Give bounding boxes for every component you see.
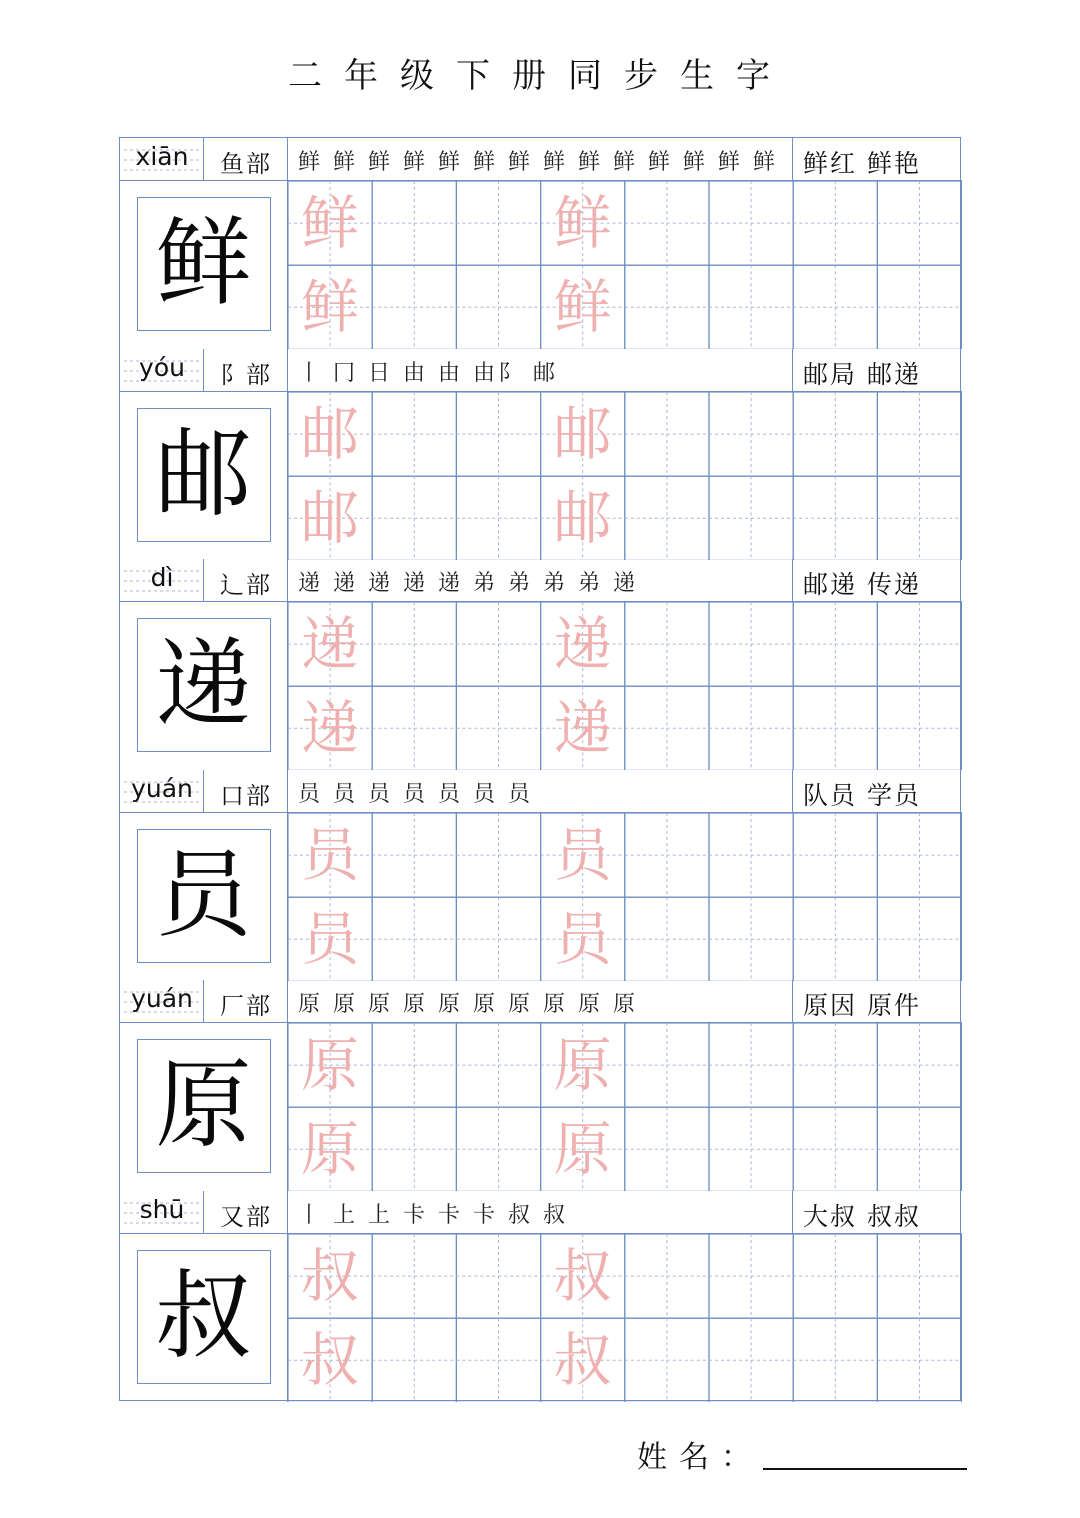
practice-cell[interactable]: [456, 602, 540, 686]
practice-cell[interactable]: [793, 265, 877, 349]
model-character: 员: [155, 838, 252, 951]
practice-cell[interactable]: [709, 181, 793, 265]
trace-character: 邮: [553, 399, 612, 468]
practice-row: [120, 181, 962, 349]
practice-cell[interactable]: [877, 181, 961, 265]
trace-character: 递: [300, 694, 359, 763]
example-words-cell: [793, 138, 962, 181]
example-words-text: 原因 原件: [803, 991, 921, 1020]
practice-grid: [288, 602, 962, 770]
example-words-text: 邮局 邮递: [803, 359, 921, 389]
name-blank[interactable]: [763, 1468, 967, 1470]
stroke-order-text: 丨 冂 日 由 由 由阝 邮: [298, 360, 558, 386]
practice-cell[interactable]: [709, 265, 793, 349]
model-character: 邮: [155, 417, 252, 530]
character-header-row: [120, 770, 962, 813]
practice-cell[interactable]: [877, 897, 961, 981]
practice-cell[interactable]: [456, 813, 540, 897]
practice-cell[interactable]: [372, 265, 456, 349]
pinyin-text: dì: [150, 563, 174, 592]
practice-cell[interactable]: [877, 265, 961, 349]
trace-character: 员: [553, 904, 612, 973]
pinyin-cell: [120, 770, 204, 813]
trace-character: 叔: [553, 1241, 612, 1310]
trace-character: 邮: [300, 399, 359, 468]
practice-cell[interactable]: [877, 1107, 961, 1191]
pinyin-text: yuán: [131, 984, 193, 1013]
practice-cell[interactable]: [372, 392, 456, 476]
practice-cell[interactable]: [877, 476, 961, 560]
model-character-box: [137, 408, 271, 542]
practice-cell[interactable]: [793, 1318, 877, 1402]
trace-character: 员: [553, 820, 612, 889]
example-words-text: 大叔 叔叔: [803, 1201, 921, 1231]
example-words-cell: [793, 349, 962, 392]
example-words-cell: [793, 559, 962, 602]
practice-cell[interactable]: [625, 392, 709, 476]
practice-row: [120, 392, 962, 560]
practice-cell[interactable]: [793, 1234, 877, 1318]
example-words-cell: [793, 980, 962, 1023]
stroke-order-cell: [288, 770, 793, 813]
character-block: [120, 559, 962, 770]
practice-cell[interactable]: [625, 602, 709, 686]
trace-character: 原: [553, 1115, 612, 1184]
model-character: 叔: [155, 1259, 252, 1372]
practice-cell[interactable]: [625, 813, 709, 897]
radical-cell: [204, 980, 288, 1023]
pinyin-cell: [120, 980, 204, 1023]
model-character-box: [137, 1039, 271, 1173]
radical-text: 又部: [220, 1202, 272, 1231]
model-character-box: [137, 1250, 271, 1384]
trace-character: 员: [300, 820, 359, 889]
practice-cell[interactable]: [709, 392, 793, 476]
radical-cell: [204, 770, 288, 813]
model-character-area: [120, 813, 288, 981]
model-character-area: [120, 1023, 288, 1191]
character-block: [120, 138, 962, 349]
stroke-order-text: 递 递 递 递 递 弟 弟 弟 弟 递: [298, 571, 638, 596]
practice-cell[interactable]: [877, 602, 961, 686]
trace-character: 递: [553, 610, 612, 678]
practice-cell[interactable]: [456, 1107, 540, 1191]
example-words-cell: [793, 770, 962, 813]
practice-cell[interactable]: [793, 813, 877, 897]
trace-character: 原: [300, 1115, 359, 1184]
trace-character: 邮: [553, 483, 612, 552]
practice-cell[interactable]: [456, 476, 540, 560]
model-character-area: [120, 602, 288, 770]
practice-cell[interactable]: [625, 476, 709, 560]
model-character-area: [120, 1234, 288, 1402]
radical-text: 阝部: [220, 360, 272, 389]
practice-row: [120, 813, 962, 981]
practice-cell[interactable]: [372, 476, 456, 560]
practice-cell[interactable]: [793, 686, 877, 770]
practice-grid: [288, 1234, 962, 1402]
example-words-text: 鲜红 鲜艳: [803, 149, 921, 178]
practice-cell[interactable]: [456, 1023, 540, 1107]
practice-cell[interactable]: [456, 392, 540, 476]
practice-cell[interactable]: [709, 813, 793, 897]
practice-row: [120, 602, 962, 770]
practice-cell[interactable]: [877, 686, 961, 770]
practice-cell[interactable]: [456, 1318, 540, 1402]
trace-character: 鲜: [553, 189, 612, 257]
stroke-order-text: 丨 上 上 卡 卡 卡 叔 叔: [298, 1202, 568, 1228]
trace-character: 鲜: [553, 273, 612, 342]
practice-cell[interactable]: [625, 1318, 709, 1402]
practice-cell[interactable]: [372, 1318, 456, 1402]
practice-cell[interactable]: [372, 1234, 456, 1318]
page-title: 二年级下册同步生字: [288, 56, 792, 96]
stroke-order-cell: [288, 559, 793, 602]
practice-row: [120, 1234, 962, 1402]
practice-cell[interactable]: [625, 897, 709, 981]
model-character: 原: [155, 1049, 252, 1161]
radical-text: 口部: [220, 781, 272, 810]
trace-character: 鲜: [300, 273, 359, 342]
practice-cell[interactable]: [456, 897, 540, 981]
practice-cell[interactable]: [372, 1107, 456, 1191]
example-words-cell: [793, 1191, 962, 1234]
practice-cell[interactable]: [709, 1107, 793, 1191]
practice-cell[interactable]: [709, 1234, 793, 1318]
practice-grid: [288, 813, 962, 981]
practice-cell[interactable]: [877, 813, 961, 897]
practice-grid: [288, 1023, 962, 1191]
radical-text: 辶部: [220, 571, 272, 599]
model-character: 递: [155, 628, 252, 740]
trace-character: 递: [300, 610, 359, 678]
practice-cell[interactable]: [709, 1318, 793, 1402]
stroke-order-text: 员 员 员 员 员 员 员: [298, 781, 533, 807]
practice-cell[interactable]: [625, 1234, 709, 1318]
practice-cell[interactable]: [709, 1023, 793, 1107]
practice-cell[interactable]: [793, 476, 877, 560]
practice-cell[interactable]: [877, 1234, 961, 1318]
example-words-text: 队员 学员: [803, 780, 921, 810]
character-block: [120, 980, 962, 1191]
practice-cell[interactable]: [625, 1107, 709, 1191]
practice-sheet: [119, 137, 961, 1401]
pinyin-text: yuán: [131, 773, 193, 803]
trace-character: 邮: [300, 483, 359, 552]
character-block: [120, 770, 962, 981]
trace-character: 员: [300, 904, 359, 973]
radical-text: 鱼部: [220, 150, 272, 178]
model-character-area: [120, 181, 288, 349]
practice-cell[interactable]: [793, 181, 877, 265]
stroke-order-text: 原 原 原 原 原 原 原 原 原 原: [298, 992, 638, 1017]
trace-character: 叔: [553, 1325, 612, 1394]
trace-character: 递: [553, 694, 612, 763]
practice-cell[interactable]: [625, 265, 709, 349]
pinyin-text: shū: [139, 1194, 185, 1224]
pinyin-cell: [120, 559, 204, 602]
model-character-area: [120, 392, 288, 560]
practice-row: [120, 1023, 962, 1191]
trace-character: 原: [553, 1031, 612, 1099]
radical-cell: [204, 1191, 288, 1234]
character-header-row: [120, 138, 962, 181]
practice-cell[interactable]: [709, 602, 793, 686]
practice-cell[interactable]: [372, 181, 456, 265]
character-header-row: [120, 559, 962, 602]
practice-cell[interactable]: [709, 476, 793, 560]
practice-cell[interactable]: [709, 897, 793, 981]
practice-cell[interactable]: [793, 392, 877, 476]
practice-cell[interactable]: [372, 686, 456, 770]
practice-cell[interactable]: [709, 686, 793, 770]
trace-character: 鲜: [300, 189, 359, 257]
practice-cell[interactable]: [372, 897, 456, 981]
stroke-order-text: 鲜 鲜 鲜 鲜 鲜 鲜 鲜 鲜 鲜 鲜 鲜 鲜 鲜 鲜: [298, 150, 778, 175]
practice-cell[interactable]: [372, 813, 456, 897]
trace-character: 原: [300, 1031, 359, 1099]
practice-cell[interactable]: [877, 1318, 961, 1402]
practice-cell[interactable]: [625, 181, 709, 265]
name-label: 姓名：: [637, 1440, 763, 1475]
stroke-order-cell: [288, 1191, 793, 1234]
pinyin-cell: [120, 138, 204, 181]
character-block: [120, 1191, 962, 1402]
model-character-box: [137, 618, 271, 752]
stroke-order-cell: [288, 980, 793, 1023]
stroke-order-cell: [288, 138, 793, 181]
practice-cell[interactable]: [372, 1023, 456, 1107]
character-header-row: [120, 1191, 962, 1234]
practice-cell[interactable]: [877, 1023, 961, 1107]
practice-cell[interactable]: [877, 392, 961, 476]
character-header-row: [120, 349, 962, 392]
practice-cell[interactable]: [456, 265, 540, 349]
practice-grid: [288, 392, 962, 560]
stroke-order-cell: [288, 349, 793, 392]
model-character: 鲜: [155, 207, 252, 319]
practice-cell[interactable]: [456, 1234, 540, 1318]
pinyin-cell: [120, 349, 204, 392]
trace-character: 叔: [300, 1241, 359, 1310]
practice-cell[interactable]: [793, 1023, 877, 1107]
pinyin-text: yóu: [139, 352, 185, 382]
radical-cell: [204, 349, 288, 392]
trace-character: 叔: [300, 1325, 359, 1394]
example-words-text: 邮递 传递: [803, 570, 921, 599]
radical-cell: [204, 138, 288, 181]
practice-cell[interactable]: [793, 1107, 877, 1191]
practice-cell[interactable]: [456, 686, 540, 770]
practice-cell[interactable]: [625, 1023, 709, 1107]
pinyin-text: xiān: [135, 142, 189, 171]
practice-cell[interactable]: [793, 897, 877, 981]
practice-cell[interactable]: [456, 181, 540, 265]
model-character-box: [137, 829, 271, 963]
character-block: [120, 349, 962, 560]
practice-cell[interactable]: [793, 602, 877, 686]
character-header-row: [120, 980, 962, 1023]
practice-cell[interactable]: [625, 686, 709, 770]
radical-text: 厂部: [220, 992, 272, 1020]
practice-cell[interactable]: [372, 602, 456, 686]
practice-grid: [288, 181, 962, 349]
pinyin-cell: [120, 1191, 204, 1234]
model-character-box: [137, 197, 271, 331]
radical-cell: [204, 559, 288, 602]
